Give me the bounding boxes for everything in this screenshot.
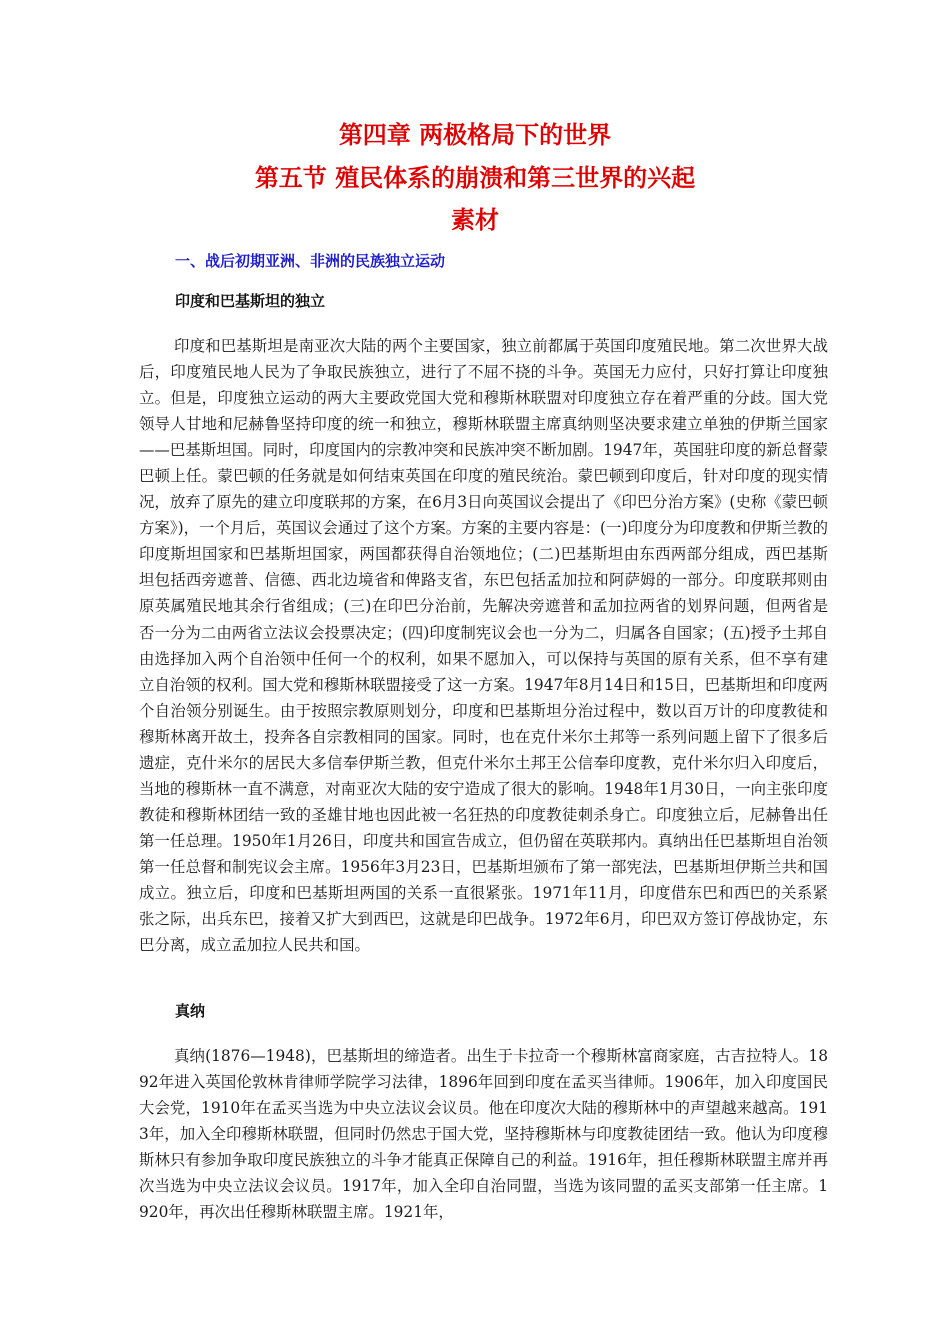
section-title: 第五节 殖民体系的崩溃和第三世界的兴起 — [254, 164, 696, 192]
paragraph-jinnah: 真纳(1876—1948)，巴基斯坦的缔造者。出生于卡拉奇一个穆斯林富商家庭，古吉拉特人。1892年进入英国伦敦林肯律师学院学习法律，1896年回到印度在孟买当律师。1906年，加入印度国民大会党，1910年在孟买当选为中央立法议会议员。他在印度次大陆的穆斯林中的声望越来越高。1913年，加入全印穆斯林联盟，但同时仍然忠于国大党，坚持穆斯林与印度教徒团结一致。他认为印度穆斯林只有参加争取印度民族独立的斗争才能真正保障自己的利益。1916年，担任穆斯林联盟主席并再次当选为中央立法议会议员。1917年，加入全印自治同盟，当选为该同盟的孟买支部第一任主席。1920年，再次出任穆斯林联盟主席。1921年， — [139, 1047, 828, 1222]
subheading-india-pakistan: 印度和巴基斯坦的独立 — [175, 292, 326, 310]
subheading-jinnah: 真纳 — [175, 1002, 206, 1020]
section-heading: 一、战后初期亚洲、非洲的民族独立运动 — [175, 252, 446, 270]
chapter-title: 第四章 两极格局下的世界 — [338, 121, 612, 149]
material-title: 素材 — [451, 206, 499, 234]
paragraph-india-pakistan: 印度和巴基斯坦是南亚次大陆的两个主要国家，独立前都属于英国印度殖民地。第二次世界大战后，印度殖民地人民为了争取民族独立，进行了不屈不挠的斗争。英国无力应付，只好打算让印度独立。但是，印度独立运动的两大主要政党国大党和穆斯林联盟对印度独立存在着严重的分歧。国大党领导人甘地和尼赫鲁坚持印度的统一和独立，穆斯林联盟主席真纳则坚决要求建立单独的伊斯兰国家——巴基斯坦国。同时，印度国内的宗教冲突和民族冲突不断加剧。1947年，英国驻印度的新总督蒙巴顿上任。蒙巴顿的任务就是如何结束英国在印度的殖民统治。蒙巴顿到印度后，针对印度的现实情况，放弃了原先的建立印度联邦的方案，在6月3日向英国议会提出了《印巴分治方案》(史称《蒙巴顿方案》)，一个月后，英国议会通过了这个方案。方案的主要内容是：(一)印度分为印度教和伊斯兰教的印度斯坦国家和巴基斯坦国家，两国都获得自治领地位；(二)巴基斯坦由东西两部分组成，西巴基斯坦包括西旁遮普、信德、西北边境省和俾路支省，东巴包括孟加拉和阿萨姆的一部分。印度联邦则由原英属殖民地其余行省组成；(三)在印巴分治前，先解决旁遮普和孟加拉两省的划界问题，但两省是否一分为二由两省立法议会投票决定；(四)印度制宪议会也一分为二，归属各自国家；(五)授予土邦自由选择加入两个自治领中任何一个的权利，如果不愿加入，可以保持与英国的原有关系，但不享有建立自治领的权利。国大党和穆斯林联盟接受了这一方案。1947年8月14日和15日，巴基斯坦和印度两个自治领分别诞生。由于按照宗教原则划分，印度和巴基斯坦分治过程中，数以百万计的印度教徒和穆斯林离开故土，投奔各自宗教相同的国家。同时，也在克什米尔土邦等一系列问题上留下了很多后遗症，克什米尔的居民大多信奉伊斯兰教，但克什米尔土邦王公信奉印度教，克什米尔归入印度后，当地的穆斯林一直不满意，对南亚次大陆的安宁造成了很大的影响。1948年1月30日，一向主张印度教徒和穆斯林团结一致的圣雄甘地也因此被一名狂热的印度教徒刺杀身亡。印度独立后，尼赫鲁出任第一任总理。1950年1月26日，印度共和国宣告成立，但仍留在英联邦内。真纳出任巴基斯坦自治领第一任总督和制宪议会主席。1956年3月23日，巴基斯坦颁布了第一部宪法，巴基斯坦伊斯兰共和国成立。独立后，印度和巴基斯坦两国的关系一直很紧张。1971年11月，印度借东巴和西巴的关系紧张之际，出兵东巴，接着又扩大到西巴，这就是印巴战争。1972年6月，印巴双方签订停战协定，东巴分离，成立孟加拉人民共和国。 — [139, 337, 828, 955]
